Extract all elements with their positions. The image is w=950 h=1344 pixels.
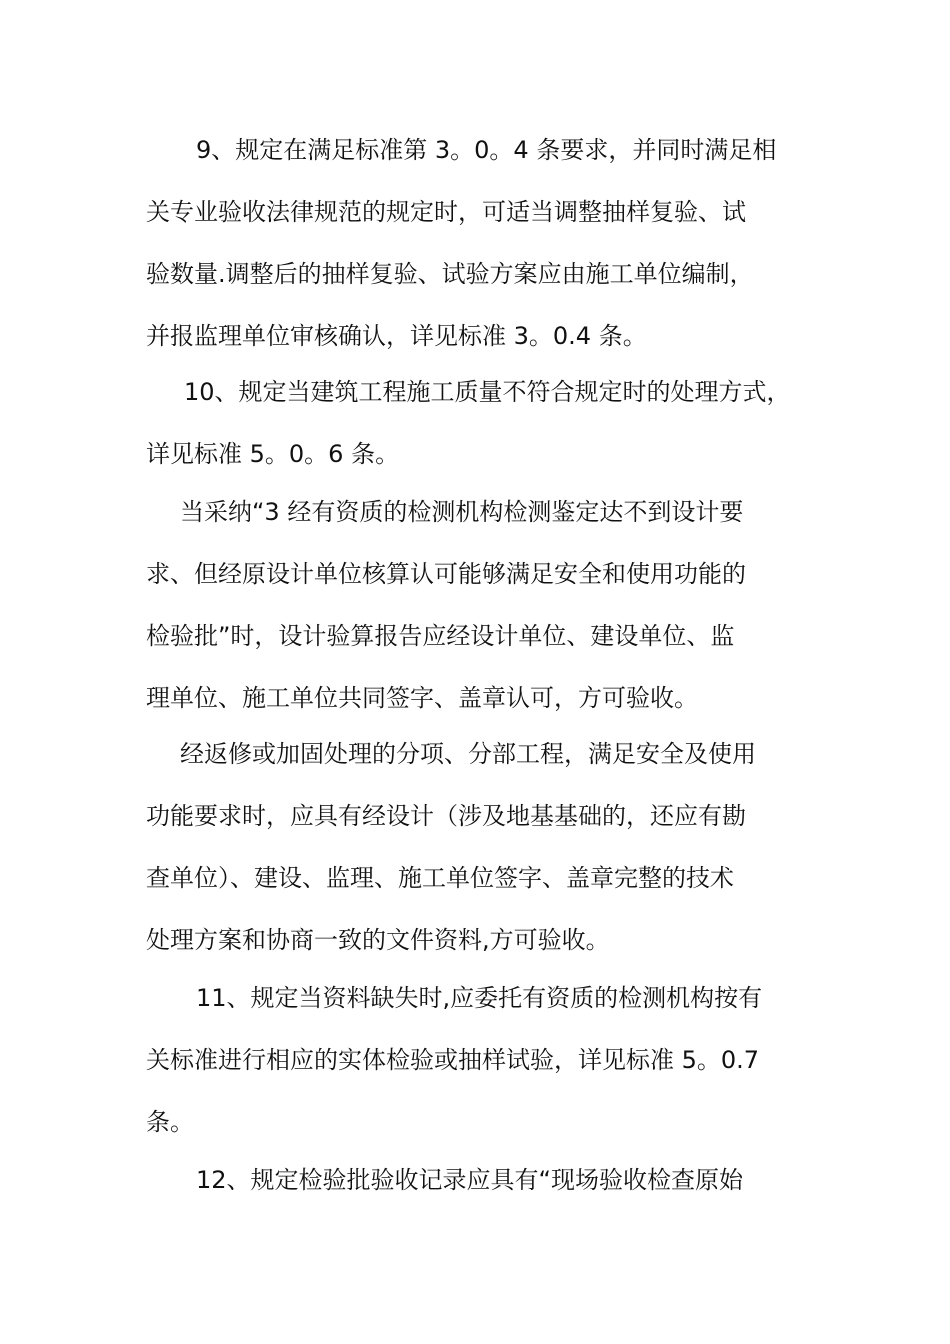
text-line: 详见标准 5。0。6 条。	[146, 440, 400, 468]
text-line: 验数量.调整后的抽样复验、试验方案应由施工单位编制，	[146, 260, 754, 288]
text-line: 当采纳“3 经有资质的检测机构检测鉴定达不到设计要	[180, 498, 744, 526]
text-line: 求、但经原设计单位核算认可能够满足安全和使用功能的	[146, 560, 746, 588]
text-line: 检验批”时，设计验算报告应经设计单位、建设单位、监	[146, 622, 735, 650]
text-line: 经返修或加固处理的分项、分部工程，满足安全及使用	[180, 740, 756, 768]
text-line: 理单位、施工单位共同签字、盖章认可，方可验收。	[146, 684, 698, 712]
text-line: 处理方案和协商一致的文件资料,方可验收。	[146, 926, 610, 954]
text-line: 关专业验收法律规范的规定时，可适当调整抽样复验、试	[146, 198, 746, 226]
text-line: 9、规定在满足标准第 3。0。4 条要求，并同时满足相	[196, 136, 777, 164]
text-line: 11、规定当资料缺失时,应委托有资质的检测机构按有	[196, 984, 763, 1012]
text-line: 条。	[146, 1108, 194, 1136]
text-line: 10、规定当建筑工程施工质量不符合规定时的处理方式，	[184, 378, 791, 406]
text-line: 并报监理单位审核确认，详见标准 3。0.4 条。	[146, 322, 647, 350]
text-line: 12、规定检验批验收记录应具有“现场验收检查原始	[196, 1166, 743, 1194]
text-line: 功能要求时，应具有经设计（涉及地基基础的，还应有勘	[146, 802, 746, 830]
text-line: 查单位）、建设、监理、施工单位签字、盖章完整的技术	[146, 864, 734, 892]
text-line: 关标准进行相应的实体检验或抽样试验，详见标准 5。0.7	[146, 1046, 760, 1074]
